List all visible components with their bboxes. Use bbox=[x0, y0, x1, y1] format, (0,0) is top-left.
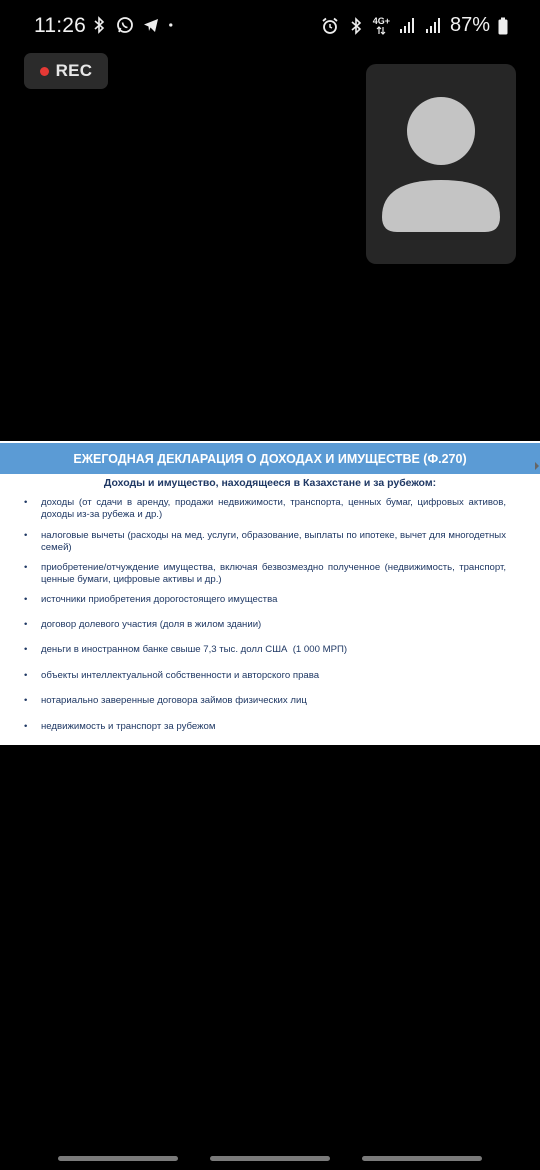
bullet-icon: • bbox=[24, 721, 28, 732]
pointer-cursor-icon bbox=[535, 462, 539, 470]
status-time: 11:26 bbox=[34, 14, 86, 37]
status-bar bbox=[0, 0, 540, 52]
bullet-icon: • bbox=[24, 670, 28, 681]
list-item: • недвижимость и транспорт за рубежом bbox=[24, 721, 216, 732]
list-item: • приобретение/отчуждение имущества, включая безвозмездно полученное (недвижимость, транспорт, ценные бумаги, цифровые активы и др.) bbox=[24, 562, 506, 585]
list-item: • нотариально заверенные договора займов физических лиц bbox=[24, 695, 307, 706]
slide-header bbox=[0, 443, 540, 474]
self-video-tile[interactable] bbox=[366, 64, 516, 264]
nav-back-button[interactable] bbox=[362, 1156, 482, 1161]
whatsapp-icon bbox=[116, 16, 134, 34]
bullet-icon: • bbox=[24, 562, 28, 573]
nav-recents-button[interactable] bbox=[58, 1156, 178, 1161]
record-dot-icon bbox=[40, 67, 49, 76]
status-left-icons bbox=[90, 16, 178, 34]
telegram-icon bbox=[142, 16, 160, 34]
signal-icon bbox=[424, 17, 442, 35]
alarm-icon bbox=[321, 17, 339, 35]
bluetooth-icon bbox=[347, 17, 365, 35]
list-item: • деньги в иностранном банке свыше 7,3 тыс. долл США (1 000 МРП) bbox=[24, 644, 348, 655]
battery-icon bbox=[498, 17, 508, 35]
rec-indicator[interactable] bbox=[24, 53, 108, 89]
status-right-icons bbox=[321, 14, 508, 37]
rec-label: REC bbox=[55, 61, 93, 80]
notification-dot-icon bbox=[168, 16, 178, 34]
bullet-icon: • bbox=[24, 530, 28, 541]
bullet-icon: • bbox=[24, 695, 28, 706]
list-item: • доходы (от сдачи в аренду, продажи недвижимости, транспорта, ценных бумаг, цифровых активов, доходы из-за рубежа и др.) bbox=[24, 497, 506, 520]
network-type-label: 4G+ bbox=[373, 17, 390, 35]
data-arrows-icon bbox=[376, 26, 386, 35]
bullet-icon: • bbox=[24, 644, 28, 655]
list-item: • объекты интеллектуальной собственности и авторского права bbox=[24, 670, 320, 681]
nav-home-button[interactable] bbox=[210, 1156, 330, 1161]
slide-title: ЕЖЕГОДНАЯ ДЕКЛАРАЦИЯ О ДОХОДАХ И ИМУЩЕСТВЕ (Ф.270) bbox=[73, 451, 467, 466]
bullet-icon: • bbox=[24, 619, 28, 630]
list-item: • налоговые вычеты (расходы на мед. услуги, образование, выплаты по ипотеке, вычет для многодетных семей) bbox=[24, 530, 506, 553]
bluetooth-icon bbox=[90, 16, 108, 34]
list-item: • договор долевого участия (доля в жилом здании) bbox=[24, 619, 262, 630]
signal-icon bbox=[398, 17, 416, 35]
bullet-icon: • bbox=[24, 594, 28, 605]
bullet-icon: • bbox=[24, 497, 28, 508]
shared-slide bbox=[0, 441, 540, 745]
slide-subtitle: Доходы и имущество, находящееся в Казахстане и за рубежом: bbox=[103, 477, 437, 489]
list-item: • источники приобретения дорогостоящего имущества bbox=[24, 594, 278, 605]
avatar-placeholder-icon bbox=[366, 64, 516, 264]
battery-percent: 87% bbox=[449, 14, 490, 36]
